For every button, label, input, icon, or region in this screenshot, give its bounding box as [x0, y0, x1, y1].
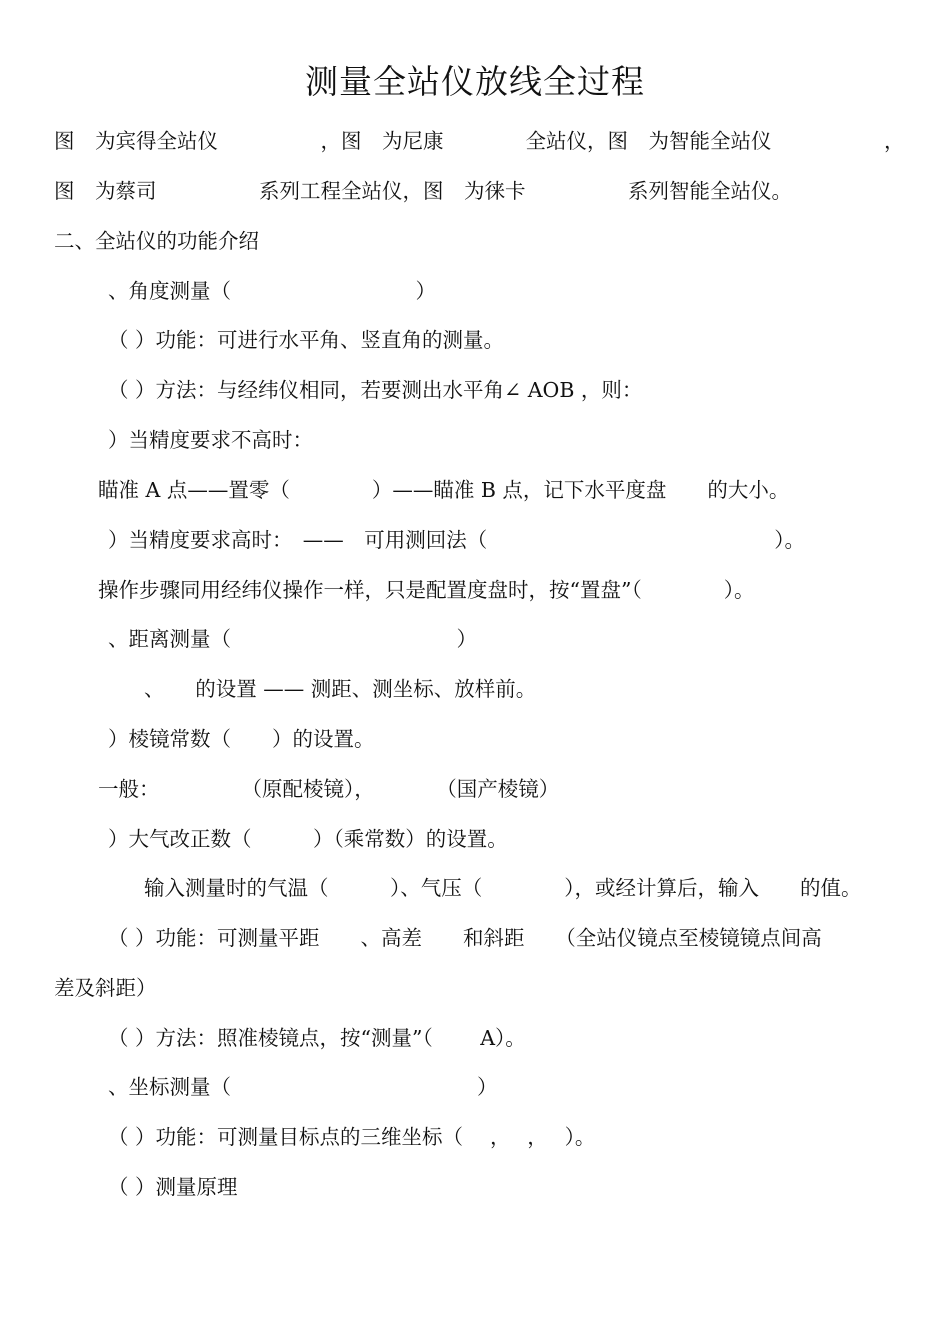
angle-low-precision: ）当精度要求不高时： [108, 428, 313, 452]
distance-function: （ ）功能：可测量平距 、高差 和斜距 （全站仪镜点至棱镜镜点间高 [108, 926, 822, 950]
angle-low-precision-steps: 瞄准 A 点——置零（ ）——瞄准 B 点，记下水平度盘 的大小。 [98, 478, 790, 502]
distance-function-cont: 差及斜距） [54, 976, 157, 1000]
body-line-1: 图 为宾得全站仪 ，图 为尼康 全站仪，图 为智能全站仪 [54, 129, 772, 153]
angle-method: （ ）方法：与经纬仪相同，若要测出水平角∠ AOB ，则： [108, 378, 643, 402]
distance-method: （ ）方法：照准棱镜点，按“测量”（ A）。 [108, 1026, 526, 1050]
subsection-distance: 、距离测量（ ） [108, 627, 477, 651]
angle-high-precision: ）当精度要求高时： —— 可用测回法（ ）。 [108, 528, 805, 552]
section-heading-functions: 二、全站仪的功能介绍 [54, 229, 259, 253]
angle-function: （ ）功能：可进行水平角、竖直角的测量。 [108, 328, 505, 352]
body-line-2: 图 为蔡司 系列工程全站仪，图 为徕卡 系列智能全站仪。 [54, 179, 792, 203]
prism-constant: ）棱镜常数（ ）的设置。 [108, 727, 375, 751]
body-line-1-end: ， [884, 129, 905, 153]
subsection-coordinate: 、坐标测量（ ） [108, 1075, 498, 1099]
coordinate-function: （ ）功能：可测量目标点的三维坐标（ ， ， ）。 [108, 1125, 596, 1149]
distance-settings: 、 的设置 —— 测距、测坐标、放样前。 [144, 677, 537, 701]
atmospheric-input: 输入测量时的气温（ ）、气压（ ），或经计算后，输入 的值。 [144, 876, 862, 900]
prism-constant-values: 一般： （原配棱镜）， （国产棱镜） [98, 777, 560, 801]
subsection-angle: 、角度测量（ ） [108, 279, 436, 303]
atmospheric-correction: ）大气改正数（ ）（乘常数）的设置。 [108, 827, 508, 851]
page-title: 测量全站仪放线全过程 [305, 62, 645, 101]
angle-high-precision-steps: 操作步骤同用经纬仪操作一样，只是配置度盘时，按“置盘”（ ）。 [98, 578, 755, 602]
coordinate-principle: （ ）测量原理 [108, 1175, 238, 1199]
